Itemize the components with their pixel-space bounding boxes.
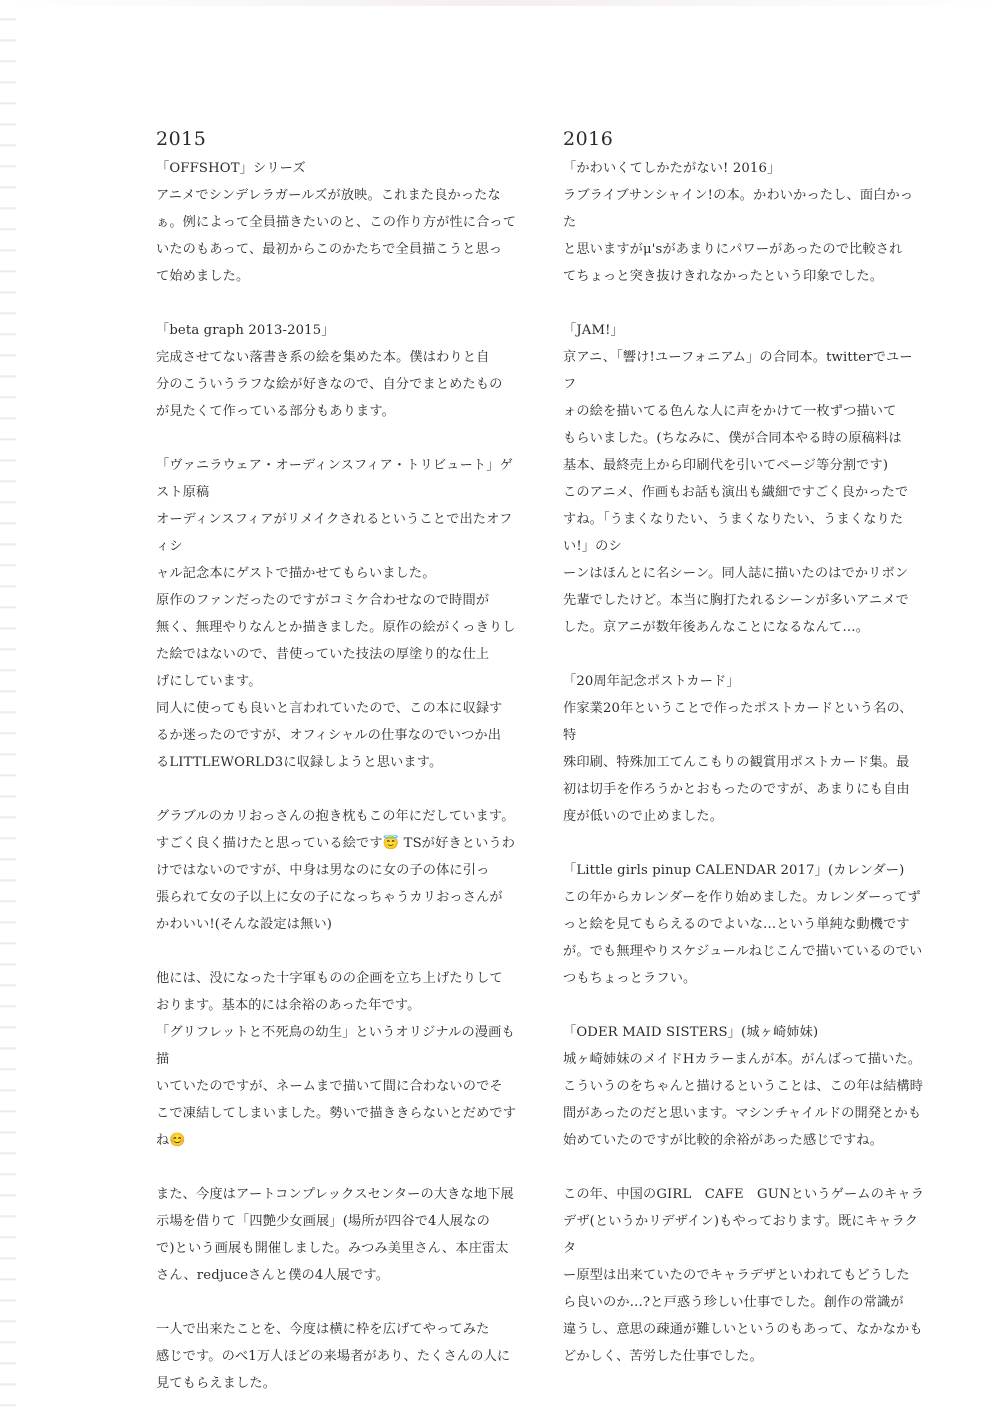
- year-heading: 2016: [563, 128, 614, 150]
- paragraph-other-projects: [156, 965, 518, 1154]
- section-heading: 「OFFSHOT」シリーズ: [156, 161, 306, 176]
- section-body: 完成させてない落書き系の絵を集めた本。僕はわりと自 分のこういうラフな絵が好きなので、自分でまとめたもの が見たくて作っている部分もあります。: [156, 350, 503, 419]
- section-calendar: [563, 857, 925, 992]
- section-body: また、今度はアートコンプレックスセンターの大きな地下展 示場を借りて「四艶少女画展」(場所が四谷で4人展なの で)という画展も開催しました。みつみ美里さん、本庄雷太 さん、redjuceさんと僕の4人展です。: [156, 1187, 514, 1283]
- binding-edge: [0, 0, 16, 1423]
- section-body: この年、中国のGIRL CAFE GUNというゲームのキャラ デザ(というかリデザイン)もやっております。既にキャラクタ ー原型は出来ていたのでキャラデザといわれてもどうした ら良いのか…?と戸惑う珍しい仕事でした。創作の常識が 違うし、意思の疎通が難しいというのもあって、なかなかも どかしく、苦労した仕事でした。: [563, 1187, 925, 1364]
- section-beta-graph: [156, 317, 518, 425]
- page-top-shade: [0, 0, 1000, 6]
- section-body: 作家業20年ということで作ったポストカードという名の、特 殊印刷、特殊加工てんこもりの観賞用ポストカード集。最 初は切手を作ろうかとおもったのですが、あまりにも自由 度が低いので止めました。: [563, 701, 913, 824]
- section-offshot: [156, 155, 518, 290]
- section-body: この年からカレンダーを作り始めました。カレンダーってず っと絵を見てもらえるのでよいな…という単純な動機です が。でも無理やりスケジュールねじこんで描いているのでい つもちょっとラフい。: [563, 890, 923, 986]
- section-maid-sisters: [563, 1019, 925, 1154]
- paragraph-exhibition: [156, 1181, 518, 1289]
- section-heading: 「ODER MAID SISTERS」(城ヶ崎姉妹): [563, 1025, 819, 1040]
- section-heading: 「ヴァニラウェア・オーディンスフィア・トリビュート」ゲスト原稿: [156, 458, 513, 500]
- year-heading: 2015: [156, 128, 207, 150]
- section-heading: 「Little girls pinup CALENDAR 2017」(カレンダー): [563, 863, 905, 878]
- section-kawaiikute: [563, 155, 925, 290]
- section-jam: [563, 317, 925, 641]
- column-2016: [563, 126, 925, 1397]
- section-heading: 「かわいくてしかたがない! 2016」: [563, 161, 781, 176]
- section-vanillaware: [156, 452, 518, 776]
- section-body: 一人で出来たことを、今度は横に枠を広げてやってみた 感じです。のべ1万人ほどの来場者があり、たくさんの人に 見てもらえました。: [156, 1322, 511, 1391]
- section-postcard: [563, 668, 925, 830]
- paragraph-exhibition-result: [156, 1316, 518, 1397]
- paragraph-granblue: [156, 803, 518, 938]
- section-body: グラブルのカリおっさんの抱き枕もこの年にだしています。 すごく良く描けたと思っている絵です😇 TSが好きというわ けではないのですが、中身は男なのに女の子の体に引っ 張られて女の子以上に女の子になっちゃうカリおっさんが かわいい!(そんな設定は無い): [156, 809, 516, 932]
- section-body: ラブライブサンシャイン!の本。かわいかったし、面白かった と思いますがμ'sがあまりにパワーがあったので比較され てちょっと突き抜けきれなかったという印象でした。: [563, 188, 914, 284]
- section-heading: 「20周年記念ポストカード」: [563, 674, 740, 689]
- section-body: アニメでシンデレラガールズが放映。これまた良かったな ぁ。例によって全員描きたいのと、この作り方が性に合って いたのもあって、最初からこのかたちで全員描こうと思っ て始めました。: [156, 188, 517, 284]
- section-body: オーディンスフィアがリメイクされるということで出たオフィシ ャル記念本にゲストで描かせてもらいました。 原作のファンだったのですがコミケ合わせなので時間が 無く、無理やりなんとか描きました。原作の絵がくっきりし た絵ではないので、昔使っていた技法の厚塗り的な仕上 げにしています。 同人に使っても良いと言われていたので、この本に収録す るか迷ったのですが、オフィシャルの仕事なのでいつか出 るLITTLEWORLD3に収録しようと思います。: [156, 512, 516, 770]
- paragraph-girl-cafe-gun: [563, 1181, 925, 1370]
- section-heading: 「JAM!」: [563, 323, 624, 338]
- section-heading: 「beta graph 2013-2015」: [156, 323, 335, 338]
- section-body: 城ヶ崎姉妹のメイドHカラーまんが本。がんばって描いた。 こういうのをちゃんと描けるということは、この年は結構時 間があったのだと思います。マシンチャイルドの開発とかも 始めていたのですが比較的余裕があった感じですね。: [563, 1052, 924, 1148]
- column-2015: [156, 126, 518, 1424]
- section-body: 京アニ、「響け!ユーフォニアム」の合同本。twitterでユーフ ォの絵を描いてる色んな人に声をかけて一枚ずつ描いて もらいました。(ちなみに、僕が合同本やる時の原稿料は 基本、最終売上から印刷代を引いてページ等分割です) このアニメ、作画もお話も演出も繊細ですごく良かったで すね。「うまくなりたい、うまくなりたい、うまくなりたい!」のシ ーンはほんとに名シーン。同人誌に描いたのはでかリボン 先輩でしたけど。本当に胸打たれるシーンが多いアニメで した。京アニが数年後あんなことになるなんて…。: [563, 350, 913, 635]
- section-body: 他には、没になった十字軍ものの企画を立ち上げたりして おります。基本的には余裕のあった年です。 「グリフレットと不死鳥の幼生」というオリジナルの漫画も描 いていたのですが、ネームまで描いて間に合わないのでそ こで凍結してしまいました。勢いで描ききらないとだめです ね😊: [156, 971, 517, 1148]
